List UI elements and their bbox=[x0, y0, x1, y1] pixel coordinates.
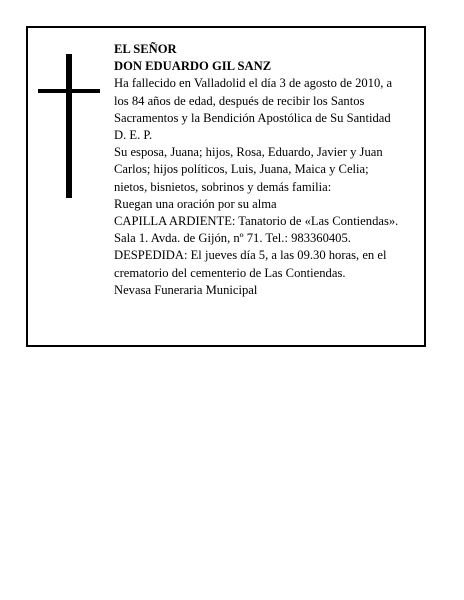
notice-line: Ha fallecido en Valladolid el día 3 de agosto de 2010, a bbox=[114, 76, 393, 91]
notice-line: Sala 1. Avda. de Gijón, nº 71. Tel.: 983360405. bbox=[114, 231, 351, 246]
notice-line: los 84 años de edad, después de recibir los Santos bbox=[114, 93, 365, 108]
obituary-notice bbox=[26, 26, 426, 347]
notice-line: Ruegan una oración por su alma bbox=[114, 196, 277, 211]
notice-line: Nevasa Funeraria Municipal bbox=[114, 282, 258, 297]
notice-text bbox=[114, 41, 428, 299]
deceased-name: DON EDUARDO GIL SANZ bbox=[114, 59, 272, 74]
notice-line: D. E. P. bbox=[114, 128, 153, 143]
latin-cross-icon bbox=[38, 54, 100, 198]
notice-line: Su esposa, Juana; hijos, Rosa, Eduardo, Javier y Juan bbox=[114, 145, 383, 160]
cross-horizontal-bar bbox=[38, 89, 100, 93]
notice-line: Sacramentos y la Bendición Apostólica de Su Santidad bbox=[114, 110, 391, 125]
notice-line: CAPILLA ARDIENTE: Tanatorio de «Las Contiendas». bbox=[114, 214, 399, 229]
notice-line: DESPEDIDA: El jueves día 5, a las 09.30 horas, en el bbox=[114, 248, 387, 263]
cross-vertical-bar bbox=[66, 54, 72, 198]
notice-line: Carlos; hijos políticos, Luis, Juana, Maica y Celia; bbox=[114, 162, 369, 177]
notice-title: EL SEÑOR bbox=[114, 42, 177, 56]
notice-line: crematorio del cementerio de Las Contiendas. bbox=[114, 265, 346, 280]
notice-line: nietos, bisnietos, sobrinos y demás familia: bbox=[114, 179, 332, 194]
